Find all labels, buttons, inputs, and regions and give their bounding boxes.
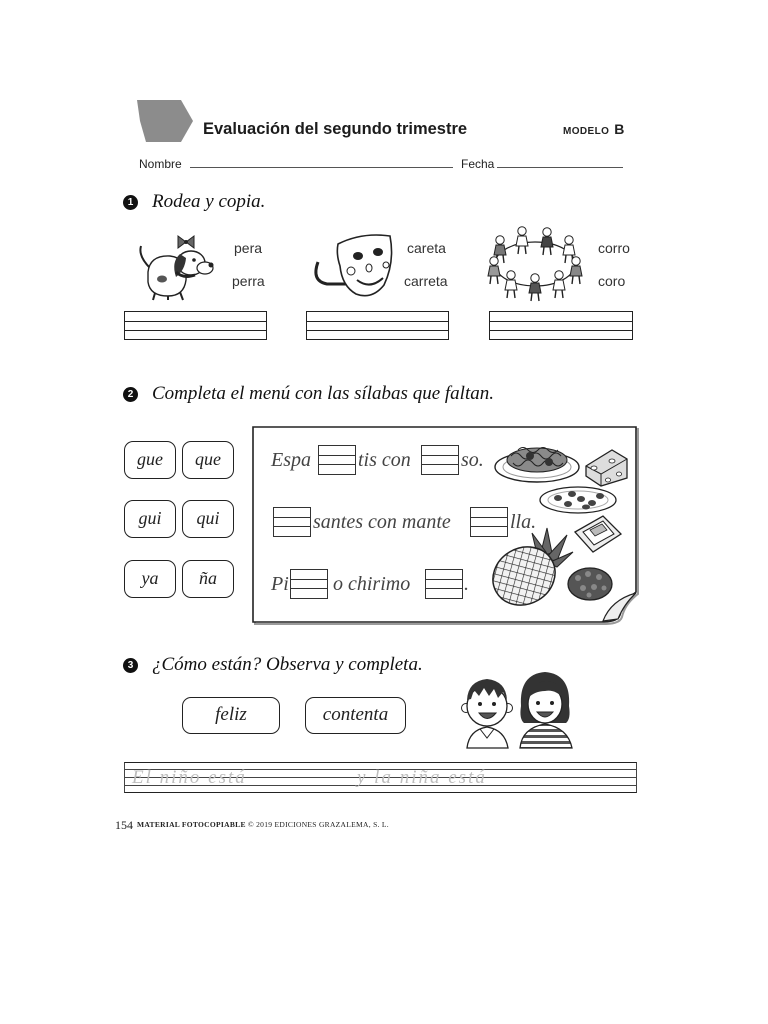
option-word: coro xyxy=(598,273,626,289)
child-figure xyxy=(553,271,565,298)
children-ring-illustration xyxy=(488,227,582,301)
copy-answer-box xyxy=(489,311,633,340)
footer-credit xyxy=(137,820,389,830)
menu-line-2-text: santes con mante xyxy=(313,511,451,533)
page-number: 154 xyxy=(115,818,133,832)
copy-answer-box xyxy=(306,311,449,340)
child-figure xyxy=(505,271,517,298)
child-figure xyxy=(529,274,541,301)
syllable-tile: gui xyxy=(124,500,176,538)
girl-figure xyxy=(520,672,572,748)
child-figure xyxy=(570,257,582,284)
name-label: Nombre xyxy=(139,157,182,171)
menu-blank xyxy=(290,569,328,599)
menu-blank xyxy=(273,507,311,537)
copy-answer-box xyxy=(124,311,267,340)
option-word: pera xyxy=(234,240,263,256)
model-letter: B xyxy=(614,121,625,137)
boy-figure xyxy=(462,679,513,748)
menu-line-1-text: so. xyxy=(461,449,484,471)
boy-and-girl-illustration xyxy=(462,672,573,748)
section-1-number-badge: 1 xyxy=(123,195,138,210)
worksheet-title: Evaluación del segundo trimestre xyxy=(203,120,468,138)
syllable-tile: qui xyxy=(182,500,234,538)
dog-illustration xyxy=(140,236,213,300)
section-2-instruction: Completa el menú con las sílabas que faltan. xyxy=(152,383,494,404)
menu-blank xyxy=(318,445,356,475)
section-3-number-badge: 3 xyxy=(123,658,138,673)
cherimoya-illustration xyxy=(568,568,612,600)
word-bank-tile: feliz xyxy=(182,697,280,734)
section-2-number-badge: 2 xyxy=(123,387,138,402)
date-label: Fecha xyxy=(461,157,495,171)
option-word: corro xyxy=(598,240,630,256)
option-word: careta xyxy=(407,240,446,256)
word-bank-tile: contenta xyxy=(305,697,406,734)
name-field-line xyxy=(190,167,453,168)
syllable-tile: gue xyxy=(124,441,176,479)
footer-copyright: © 2019 EDICIONES GRAZALEMA, S. L. xyxy=(247,820,389,829)
menu-line-3-text: Pi xyxy=(271,573,289,595)
menu-line-3-text: . xyxy=(464,573,469,595)
child-figure xyxy=(516,227,528,254)
child-figure xyxy=(541,228,553,255)
date-field-line xyxy=(497,167,623,168)
menu-line-2-text: lla. xyxy=(510,511,537,533)
option-word: perra xyxy=(232,273,265,289)
chevron-banner-icon xyxy=(137,100,193,142)
section-1-instruction: Rodea y copia. xyxy=(152,191,266,212)
model-indicator xyxy=(563,121,624,137)
menu-line-1-text: Espa xyxy=(271,449,311,471)
footer-label: MATERIAL FOTOCOPIABLE xyxy=(137,820,246,829)
guide-text: El niño está xyxy=(132,767,247,788)
section-3-instruction: ¿Cómo están? Observa y completa. xyxy=(152,654,423,675)
syllable-tile: ña xyxy=(182,560,234,598)
menu-blank xyxy=(421,445,459,475)
syllable-tile: ya xyxy=(124,560,176,598)
menu-blank xyxy=(425,569,463,599)
child-figure xyxy=(488,257,500,284)
option-word: carreta xyxy=(404,273,448,289)
model-label: MODELO xyxy=(563,126,610,137)
nuts-plate-illustration xyxy=(540,487,616,513)
mask-illustration xyxy=(316,235,392,296)
menu-line-3-text: o chirimo xyxy=(333,573,411,595)
menu-blank xyxy=(470,507,508,537)
syllable-tile: que xyxy=(182,441,234,479)
menu-line-1-text: tis con xyxy=(358,449,411,471)
guide-text: y la niña está xyxy=(357,767,487,788)
